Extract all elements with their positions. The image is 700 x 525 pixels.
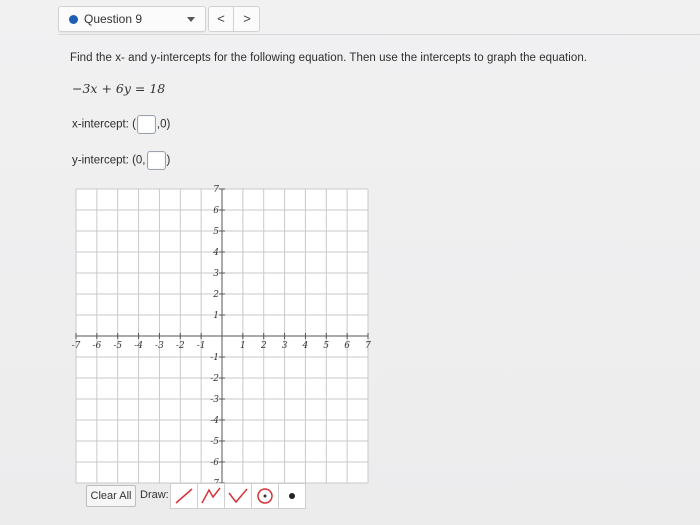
y-tick-label: 2 — [213, 290, 219, 300]
polyline-tool-icon — [198, 484, 224, 508]
x-tick-label: -1 — [196, 341, 206, 351]
graph-canvas[interactable] — [71, 185, 371, 483]
y-tick-label: 6 — [213, 206, 219, 216]
point-tool-button[interactable] — [278, 483, 306, 509]
x-tick-label: -3 — [155, 341, 164, 351]
y-tick-label: 1 — [213, 311, 219, 321]
x-tick-label: -2 — [175, 341, 185, 351]
circle-tool-icon — [252, 484, 278, 508]
y-tick-label: 5 — [213, 227, 219, 237]
y-tick-label: 4 — [213, 248, 219, 258]
y-tick-label: -4 — [210, 416, 219, 426]
x-tick-label: -7 — [71, 341, 81, 351]
y-tick-label: 3 — [213, 269, 219, 279]
x-intercept-input[interactable] — [137, 115, 156, 134]
y-intercept-input[interactable] — [147, 151, 166, 170]
x-tick-label: 3 — [281, 341, 288, 351]
y-tick-label: 7 — [213, 185, 219, 195]
x-tick-label: 2 — [260, 341, 267, 351]
coordinate-graph[interactable] — [71, 185, 371, 483]
question-nav — [208, 6, 260, 32]
x-tick-label: -4 — [134, 341, 143, 351]
y-intercept-row — [72, 151, 170, 170]
clear-all-button[interactable]: Clear All — [86, 485, 136, 507]
chevron-down-icon — [187, 17, 195, 22]
circle-tool-button[interactable] — [251, 483, 279, 509]
polyline-tool-button[interactable] — [197, 483, 225, 509]
x-tick-label: 1 — [239, 341, 246, 351]
check-tool-button[interactable] — [224, 483, 252, 509]
previous-question-button[interactable]: < — [209, 7, 234, 31]
y-tick-label: -1 — [210, 353, 219, 363]
x-tick-label: 6 — [344, 341, 351, 351]
next-question-button[interactable]: > — [243, 11, 251, 26]
x-tick-label: -5 — [113, 341, 123, 351]
question-prompt: Find the x- and y-intercepts for the following equation. Then use the intercepts to graph the equation. — [70, 52, 588, 64]
question-label: Question 9 — [84, 12, 143, 26]
point-tool-icon — [279, 484, 305, 508]
question-selector[interactable] — [58, 6, 206, 32]
x-tick-label: 5 — [323, 341, 330, 351]
line-tool-icon — [171, 484, 197, 508]
header-divider — [58, 34, 700, 35]
y-tick-label: -5 — [210, 437, 219, 447]
question-status-dot-icon — [69, 15, 78, 24]
x-intercept-row — [72, 115, 170, 134]
x-tick-label: -6 — [92, 341, 102, 351]
x-tick-label: 4 — [302, 341, 309, 351]
y-tick-label: -2 — [210, 374, 219, 384]
y-intercept-label: y-intercept: (0, — [72, 154, 146, 167]
draw-label: Draw: — [140, 489, 169, 501]
equation: −3x + 6y = 18 — [72, 81, 166, 96]
y-tick-label: -3 — [210, 395, 219, 405]
check-tool-icon — [225, 484, 251, 508]
x-tick-label: 7 — [365, 341, 371, 351]
x-intercept-label: x-intercept: ( — [72, 118, 136, 131]
line-tool-button[interactable] — [170, 483, 198, 509]
y-intercept-suffix: ) — [166, 154, 171, 167]
x-intercept-suffix: ,0) — [156, 118, 171, 131]
y-tick-label: -6 — [210, 458, 219, 468]
